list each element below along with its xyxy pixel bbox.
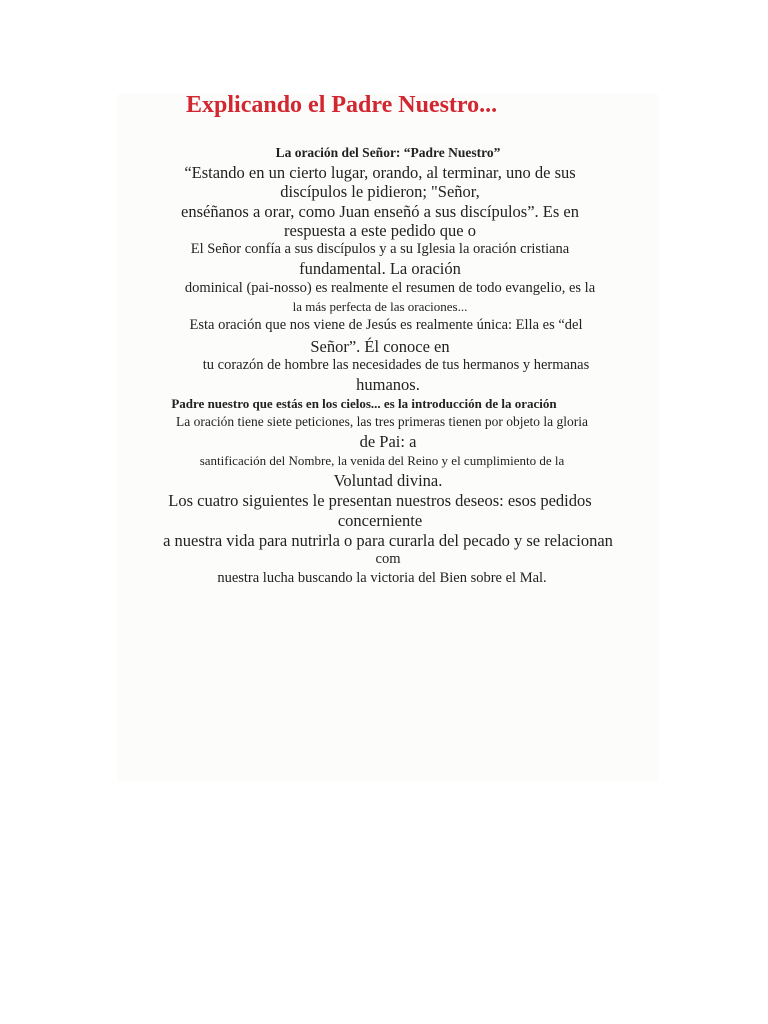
text-line: Los cuatro siguientes le presentan nuestros deseos: esos pedidos — [168, 491, 592, 510]
text-line: a nuestra vida para nutrirla o para curarla del pecado y se relacionan — [163, 531, 613, 550]
text-line: tu corazón de hombre las necesidades de tus hermanos y hermanas — [202, 357, 590, 373]
text-line: com — [375, 551, 401, 567]
document-title: Explicando el Padre Nuestro... — [186, 92, 498, 118]
text-line: El Señor confía a sus discípulos y a su Iglesia la oración cristiana — [190, 241, 570, 257]
text-line: nuestra lucha buscando la victoria del Bien sobre el Mal. — [217, 570, 547, 586]
text-line: fundamental. La oración — [299, 259, 461, 278]
document-subtitle: La oración del Señor: “Padre Nuestro” — [275, 145, 501, 160]
text-line: Señor”. Él conoce en — [310, 337, 450, 356]
text-line: discípulos le pidieron; "Señor, — [280, 182, 480, 201]
text-line: santificación del Nombre, la venida del Reino y el cumplimiento de la — [199, 453, 565, 468]
text-line: Esta oración que nos viene de Jesús es realmente única: Ella es “del — [189, 317, 583, 333]
text-line: La oración tiene siete peticiones, las tres primeras tienen por objeto la gloria — [176, 414, 588, 429]
text-line: Voluntad divina. — [333, 471, 443, 490]
text-line: humanos. — [356, 375, 420, 394]
text-line: la más perfecta de las oraciones... — [292, 299, 468, 314]
text-line: respuesta a este pedido que o — [284, 221, 476, 240]
text-line: enséñanos a orar, como Juan enseñó a sus discípulos”. Es en — [181, 202, 579, 221]
text-line: dominical (pai-nosso) es realmente el resumen de todo evangelio, es la — [184, 280, 596, 296]
text-line: concerniente — [337, 511, 423, 530]
text-line: Padre nuestro que estás en los cielos... es la introducción de la oración — [171, 396, 557, 411]
text-line: “Estando en un cierto lugar, orando, al terminar, uno de sus — [184, 163, 576, 182]
text-line: de Pai: a — [359, 432, 417, 451]
